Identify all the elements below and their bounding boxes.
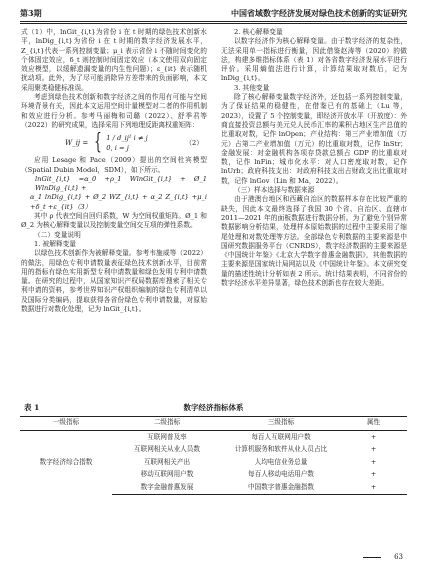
secondary-cell: 互联网相关从业人员数 bbox=[134, 445, 200, 454]
table-header-row bbox=[20, 417, 407, 431]
core-variable-heading: 2. 核心解释变量 bbox=[234, 28, 283, 36]
header-primary: 一级指标 bbox=[20, 417, 112, 431]
header-attribute: 属性 bbox=[340, 417, 407, 431]
secondary-cell: 互联网普及率 bbox=[147, 432, 187, 441]
secondary-cell: 互联网相关产出 bbox=[143, 457, 191, 466]
attribute-cell: + bbox=[370, 445, 377, 454]
footer-rule bbox=[363, 557, 381, 558]
formula-case-2: 0, i = j bbox=[106, 144, 129, 153]
other-variables-text: 除了核心解释变量数字经济外，还包括一系列控制变量，为了保证结果的稳健性，在借鉴已有的基础上（Lu 等，2023），设置了 5 个控制变量，即经济开放水平（开放度）：外商直接投资总额与美元兑人民币汇率的乘积占地区生产总值的比重取对数，记作 lnOpen；产业结构：第三产业增加值（万元）占第二产业增加值（万元）的比重取对数，记作 lnStr；金融发展：对金融机构各项存贷款总额占 GDP 的比重取对数，记作 lnFin；城市化水平：对人口密度取对数，记作 lnUrb；政府科技支出：对政府科技支出占财政支出比重取对数，记作 lnGov（Lin 和 Ma，2022）。 bbox=[221, 93, 408, 185]
right-column bbox=[221, 28, 407, 288]
weight-matrix-formula bbox=[21, 131, 207, 155]
dependent-variable-text: 以绿色技术创新作为被解释变量。参考韦施威等（2022）的做法，用绿色专利申请数量表征绿色技术创新水平，目前常用的指标有绿色实用新型专利申请数量和绿色发明专利申请数量。在研究的过程中，从国家知识产权局数据库搜索了相关专利申请的资料，参考世界知识产权组织编制的绿色专利清单以及国际分类编码，提取获得各省份绿色专利申请数量，对原始数据进行对数化处理，记为 lnGit_{i,t}。 bbox=[21, 249, 207, 314]
header-rule bbox=[20, 21, 407, 22]
table-number: 表 1 bbox=[24, 403, 40, 412]
left-column bbox=[21, 28, 207, 314]
sample-data-text: 由于港澳台地区和西藏自治区的数据样本存在比较严重的缺失，因此本文最终选择了我国 30 个省、自治区、直辖市 2011—2021 年的面板数据进行数据分析。为了避免个别异常数据影响分析结果，处理样本原始数据的过程中主要采用了缩尾处理和对数处理等方法。全部绿色专利数据的主要来源是中国研究数据服务平台（CNRDS），数字经济数据的主要来源是《中国统计年鉴》《北京大学数字普惠金融数据》，其他数据的主要来源是国家统计局网站以及《中国统计年鉴》。本文研究变量的描述性统计分析如表 2 所示。统计结果表明，不同省份的数字经济水平差异显著，绿色技术创新也存在较大差距。 bbox=[221, 195, 407, 288]
secondary-cell: 移动互联网用户数 bbox=[140, 470, 194, 479]
spatial-paragraph: 考虑到绿色技术创新和数字经济之间的作用有可能与空间环境背景有关，因此本文运用空间计量模型对二者的作用机制和效应进行分析。参考马丽梅和司璐（2022）、舒季君等（2022）的研究成果，选择采用下列地理反距离权重矩阵： bbox=[21, 93, 207, 129]
attribute-cell: + bbox=[370, 432, 377, 441]
attribute-cell: + bbox=[340, 481, 407, 494]
attribute-cell: + bbox=[370, 457, 377, 466]
dependent-variable-heading: 1. 被解释变量 bbox=[34, 239, 76, 248]
sdm-intro: 应用 Lesage 和 Pace（2009）提出的空间杜宾模型（Spatial Dubin Model，SDM），如下所示。 bbox=[21, 156, 207, 174]
model-explanation: 式（1）中，lnGit_{i,t}为省份 i 在 t 时期的绿色技术创新水平，lnDig_{i,t}为省份 i 在 t 时期的数字经济发展水平，Z_{i,t}代表一系列控制变量；μ_i 表示省份 i 不随时间变化的个体固定效应，δ_t 则控制时间固定效应（本文使用双向固定效应模型，以缓解遗漏变量的内生性问题）；ε_{it} 表示随机扰动项。此外，为了尽可能消除异方差带来的负面影响，本文采用聚类稳健标准误。 bbox=[21, 28, 207, 92]
page-number: 63 bbox=[394, 553, 403, 561]
indicator-table bbox=[20, 416, 407, 495]
tertiary-cell: 中国数字普惠金融指数 bbox=[222, 481, 340, 494]
attribute-cell: + bbox=[370, 470, 377, 479]
tertiary-cell: 人均电信业务总量 bbox=[254, 457, 308, 466]
formula-case-1: 1 / d_ij² i ≠ j bbox=[106, 134, 148, 143]
table-caption: 数字经济指标体系 bbox=[183, 403, 244, 412]
sdm-explanation: 其中 ρ 代表空间自回归系数，W 为空间权重矩阵。Ø_1 和 Ø_2 为核心解释变量以及控制变量空间交互项的弹性系数。 bbox=[21, 212, 207, 230]
header-tertiary: 三级指标 bbox=[222, 417, 340, 431]
sdm-equation-line-1: lnGit_{i,t} =α_0 +ρ_1 WlnGit_{i,t} + Ø_1 WlnDig_{i,t} + bbox=[35, 174, 207, 193]
sdm-equation-line-2: α_1 lnDig_{i,t} + Ø_2 WZ_{i,t} + α_2 Z_{i,t} +μ_i +δ_t +ε_{it}（3） bbox=[30, 193, 207, 211]
table-row bbox=[20, 431, 407, 444]
table-title bbox=[20, 402, 407, 414]
section-variables-heading: （二）变量说明 bbox=[34, 230, 81, 239]
primary-indicator-cell: 数字经济综合指数 bbox=[39, 457, 93, 466]
tertiary-cell: 计算机服务和软件从业人员占比 bbox=[234, 445, 328, 454]
header-rule-thin bbox=[20, 23, 407, 24]
formula-number: （2） bbox=[185, 138, 203, 147]
sample-data-heading: （三）样本选择与数据来源 bbox=[234, 186, 315, 195]
formula-lhs: W_ij = bbox=[65, 138, 89, 147]
formula-cases bbox=[106, 133, 147, 153]
tertiary-cell: 每百人互联网用户数 bbox=[251, 432, 311, 441]
header-secondary: 二级指标 bbox=[112, 417, 222, 431]
running-title: 中国省域数字经济发展对绿色技术创新的实证研究 bbox=[231, 8, 407, 18]
formula-brace: { bbox=[94, 130, 103, 156]
issue-number: 第3期 bbox=[20, 8, 42, 18]
secondary-cell: 数字金融普惠发展 bbox=[112, 481, 222, 494]
tertiary-cell: 每百人移动电话用户数 bbox=[248, 470, 314, 479]
core-variable-text: 以数字经济作为核心解释变量。由于数字经济的复杂性，无法采用单一指标进行衡量，因此借鉴赵涛等（2020）的做法，构建多维指标体系（表 1）对各省数字经济发展水平进行评价。采用熵值法进行计算，计算结果取对数后，记为 lnDig_{i,t}。 bbox=[221, 37, 407, 83]
other-variables-heading: 3. 其他变量 bbox=[234, 83, 270, 92]
